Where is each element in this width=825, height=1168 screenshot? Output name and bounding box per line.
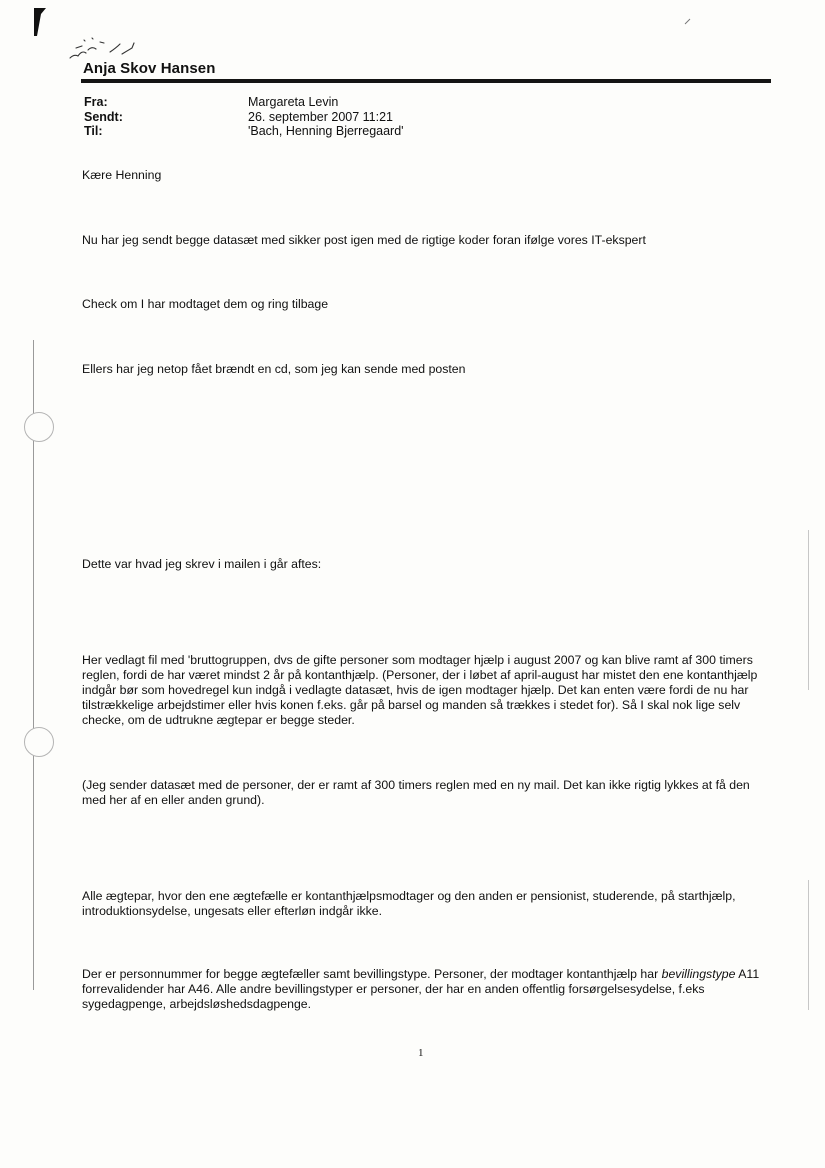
to-value: 'Bach, Henning Bjerregaard' [248, 124, 404, 138]
to-label: Til: [84, 124, 103, 138]
punch-hole-bottom [24, 727, 54, 757]
paragraph-gross-group: Her vedlagt fil med 'bruttogruppen, dvs de gifte personer som modtager hjælp i august 2007 og kan blive ramt af 300 timers reglen, fordi de har været mindst 2 år på kontanthjælp. (Personer, der i løbet af april-august har mistet den ene kontanthjælp indgår bør som hovedregel kun indgå i vedlagte datasæt, hvis de igen modtager hjælp. Det kan enten være fordi de nu har tilstrækkelige arbejdstimer eller hvis konen f.eks. går på barsel og manden så trækkes i stedet for). Så I skal nok lige selv checke, om de udtrukne ægtepar er begge steder. [82, 653, 758, 727]
paragraph-cd-burned: Ellers har jeg netop fået brændt en cd, som jeg kan sende med posten [82, 362, 466, 376]
paragraph-datasets-sent: Nu har jeg sendt begge datasæt med sikker post igen med de rigtige koder foran ifølge vores IT-ekspert [82, 233, 646, 247]
handwritten-scribble-icon [66, 34, 138, 62]
sender-name: Anja Skov Hansen [83, 60, 216, 77]
page-number: 1 [418, 1047, 424, 1059]
punch-hole-top [24, 412, 54, 442]
paragraph-excluded-couples: Alle ægtepar, hvor den ene ægtefælle er kontanthjælpsmodtager og den anden er pensionist, studerende, på starthjælp, introduktionsydelse, ungesats eller efterløn indgår ikke. [82, 889, 736, 918]
benefit-text-end: A11 forrevalidender har A46. Alle andre bevillingstyper er personer, der har en anden offentlig forsørgelsesydelse, f.eks sygedagpenge, arbejdsløshedsdagpenge. [82, 967, 760, 1011]
sent-label: Sendt: [84, 110, 123, 124]
from-label: Fra: [84, 95, 108, 109]
from-value: Margareta Levin [248, 95, 339, 109]
right-edge-line-2 [808, 880, 809, 1010]
paragraph-benefit-types [82, 967, 772, 1012]
benefit-text-start: Der er personnummer for begge ægtefæller samt bevillingstype. Personer, der modtager kontanthjælp har [82, 967, 662, 981]
scan-speck-icon [684, 17, 692, 25]
corner-mark-icon [34, 8, 46, 36]
benefit-text-italic: bevillingstype [661, 967, 736, 981]
header-rule [81, 79, 771, 83]
sent-value: 26. september 2007 11:21 [248, 110, 394, 124]
right-edge-line [808, 530, 809, 690]
paragraph-300-hour-rule: (Jeg sender datasæt med de personer, der er ramt af 300 timers reglen med en ny mail. Det kan ikke rigtig lykkes at få den med her af en eller anden grund). [82, 778, 750, 807]
paragraph-check-received: Check om I har modtaget dem og ring tilbage [82, 297, 329, 311]
paragraph-previous-mail: Dette var hvad jeg skrev i mailen i går aftes: [82, 557, 322, 571]
greeting: Kære Henning [82, 168, 162, 182]
